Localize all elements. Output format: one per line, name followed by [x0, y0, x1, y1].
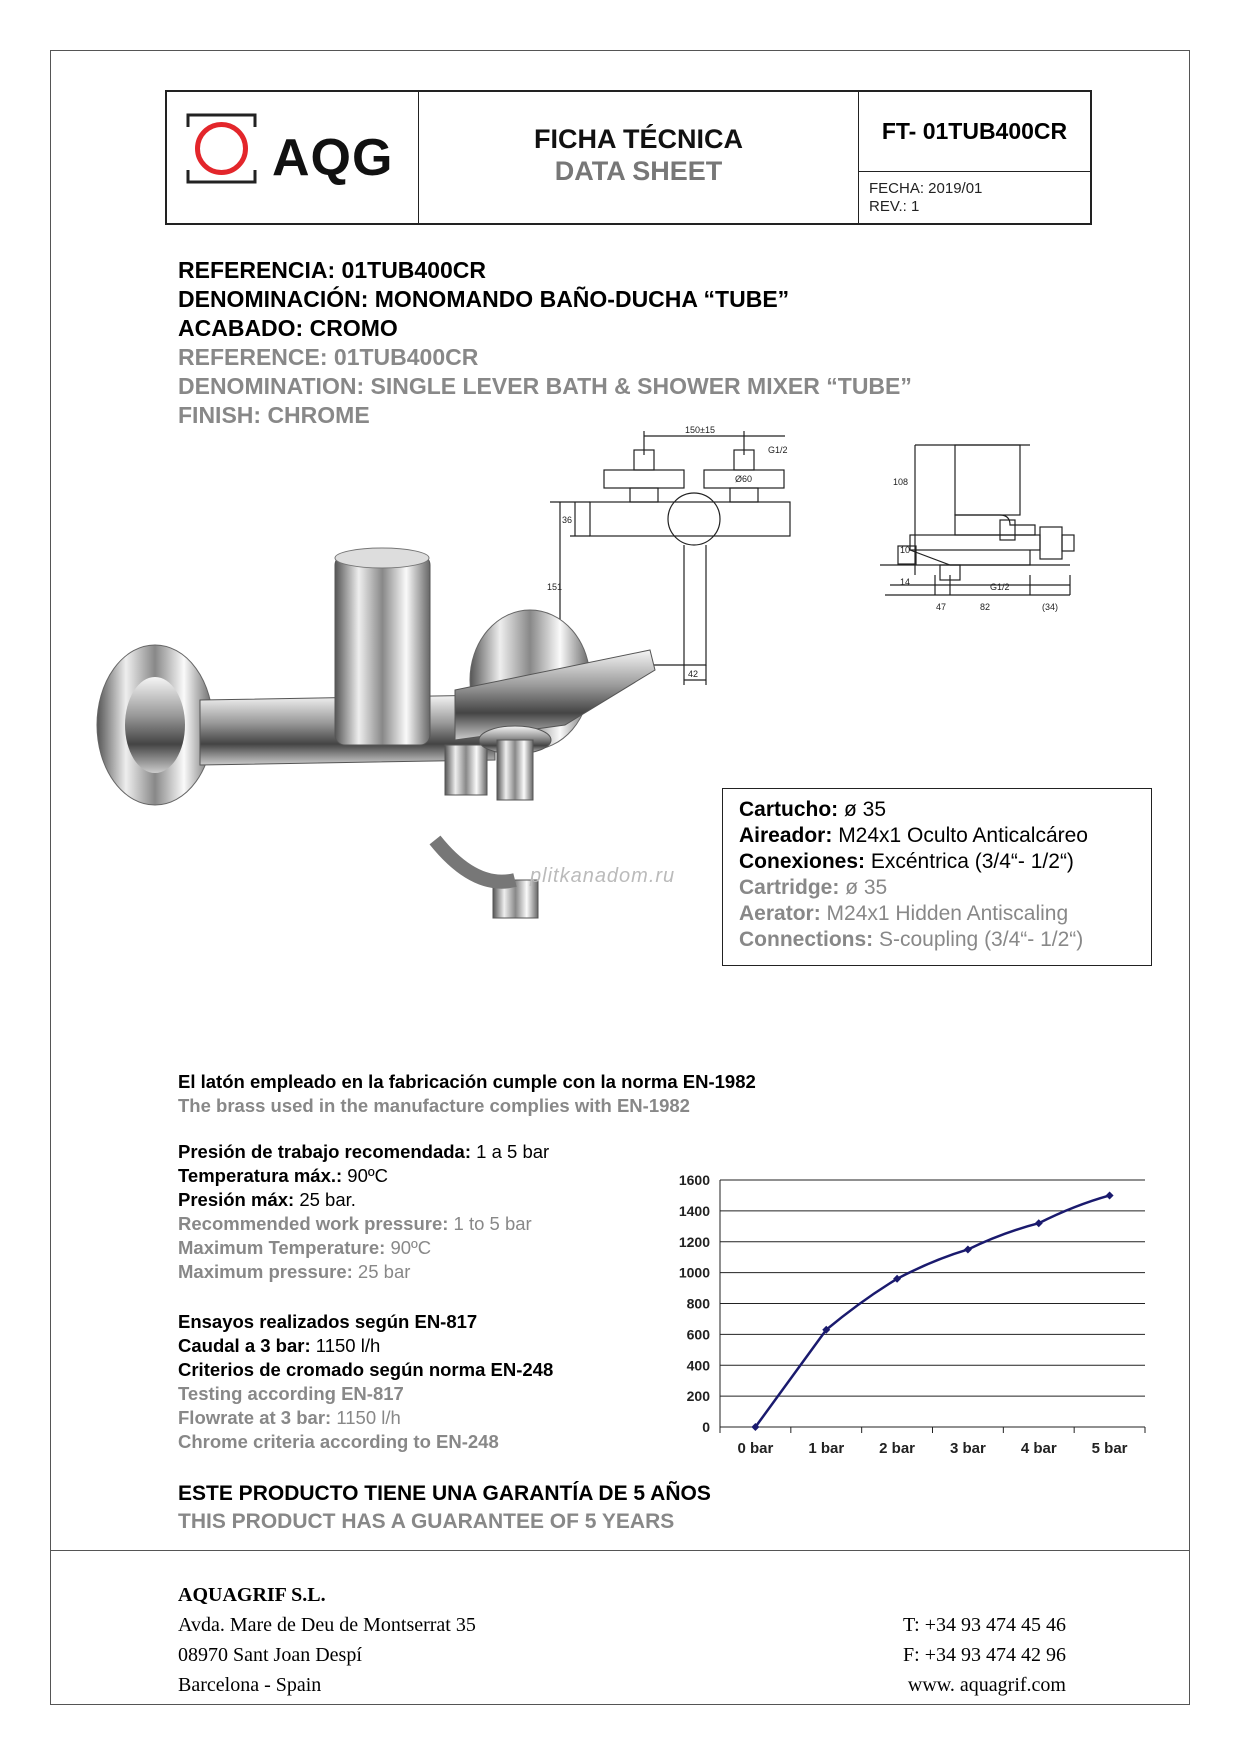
address-line: 08970 Sant Joan Despí	[178, 1644, 362, 1666]
testing-line: Testing according EN-817	[178, 1383, 404, 1404]
title-cell	[419, 92, 859, 223]
data-point	[1035, 1219, 1043, 1227]
spec-aerator-en: Aerator: M24x1 Hidden Antiscaling	[739, 902, 1069, 925]
data-point	[1106, 1191, 1114, 1199]
x-tick-label: 3 bar	[949, 1440, 986, 1457]
header-table	[165, 90, 1092, 225]
spec-connections-en: Connections: S-coupling (3/4“- 1/2“)	[739, 928, 1084, 951]
title-es: FICHA TÉCNICA	[534, 124, 743, 154]
spec-aerator-es: Aireador: M24x1 Oculto Anticalcáreo	[739, 824, 1088, 847]
reference-en: REFERENCE: 01TUB400CR	[178, 344, 479, 370]
dim-label: Ø60	[735, 474, 753, 484]
testing-line: Chrome criteria according to EN-248	[178, 1431, 499, 1452]
pressure-block	[178, 1140, 549, 1284]
dim-label: (34)	[1042, 602, 1059, 612]
logo-cell	[167, 92, 419, 223]
pressure-line: Temperatura máx.: 90ºC	[178, 1165, 389, 1186]
denomination-en: DENOMINATION: SINGLE LEVER BATH & SHOWER MIXER “TUBE”	[178, 373, 912, 399]
reference-es: REFERENCIA: 01TUB400CR	[178, 257, 487, 283]
y-tick-label: 1400	[678, 1202, 710, 1219]
testing-line: Caudal a 3 bar: 1150 l/h	[178, 1335, 381, 1356]
flow-rate-chart	[660, 1165, 1155, 1470]
guarantee-block	[178, 1480, 711, 1536]
code-cell	[859, 92, 1090, 223]
y-tick-label: 200	[686, 1388, 710, 1405]
y-tick-label: 1000	[678, 1264, 710, 1281]
fax: F: +34 93 474 42 96	[903, 1644, 1066, 1666]
guarantee-es: ESTE PRODUCTO TIENE UNA GARANTÍA DE 5 AÑOS	[178, 1482, 711, 1505]
website-link[interactable]: www. aquagrif.com	[907, 1674, 1066, 1696]
logo-text: AQG	[272, 129, 394, 187]
spec-cartridge-en: Cartridge: ø 35	[739, 876, 888, 899]
testing-line: Ensayos realizados según EN-817	[178, 1311, 478, 1332]
dim-label: 151	[547, 582, 563, 592]
title-en: DATA SHEET	[554, 156, 723, 186]
testing-line: Flowrate at 3 bar: 1150 l/h	[178, 1407, 401, 1428]
y-tick-label: 1600	[678, 1172, 710, 1188]
dim-label: 42	[688, 669, 699, 679]
spec-connections-es: Conexiones: Excéntrica (3/4“- 1/2“)	[739, 850, 1074, 873]
dim-label: 10	[900, 545, 911, 555]
document-code: FT- 01TUB400CR	[859, 92, 1090, 172]
phone: T: +34 93 474 45 46	[902, 1614, 1066, 1636]
guarantee-en: THIS PRODUCT HAS A GUARANTEE OF 5 YEARS	[178, 1510, 675, 1533]
footer-divider	[50, 1550, 1190, 1551]
y-tick-label: 400	[686, 1357, 710, 1374]
pressure-line: Presión máx: 25 bar.	[178, 1189, 356, 1210]
y-tick-label: 800	[686, 1295, 710, 1312]
y-tick-label: 600	[686, 1326, 710, 1343]
address-line: Avda. Mare de Deu de Montserrat 35	[178, 1614, 476, 1636]
pressure-line: Recommended work pressure: 1 to 5 bar	[178, 1213, 532, 1234]
brass-en: The brass used in the manufacture complies with EN-1982	[178, 1095, 690, 1116]
aqg-logo-icon	[186, 113, 257, 184]
x-tick-label: 2 bar	[879, 1440, 916, 1457]
dim-label: 82	[980, 602, 991, 612]
brass-compliance	[178, 1070, 756, 1118]
watermark: plitkanadom.ru	[530, 865, 676, 887]
denomination-es: DENOMINACIÓN: MONOMANDO BAÑO-DUCHA “TUBE”	[178, 286, 790, 312]
dim-label: 150±15	[685, 425, 715, 435]
pressure-line: Maximum Temperature: 90ºC	[178, 1237, 432, 1258]
document-revision: REV.: 1	[869, 198, 920, 215]
specifications-box	[722, 788, 1152, 966]
y-tick-label: 0	[702, 1419, 710, 1435]
dim-label: G1/2	[990, 582, 1010, 592]
testing-line: Criterios de cromado según norma EN-248	[178, 1359, 554, 1380]
reference-block	[178, 256, 912, 430]
company-name: AQUAGRIF S.L.	[178, 1584, 326, 1606]
x-tick-label: 1 bar	[808, 1440, 845, 1457]
contact-block	[903, 1610, 1066, 1700]
pressure-line: Presión de trabajo recomendada: 1 a 5 bar	[178, 1141, 550, 1162]
dim-label: 47	[936, 602, 947, 612]
spec-cartridge-es: Cartucho: ø 35	[739, 798, 887, 821]
brass-es: El latón empleado en la fabricación cumple con la norma EN-1982	[178, 1071, 756, 1092]
x-tick-label: 4 bar	[1020, 1440, 1057, 1457]
document-date-block	[869, 180, 982, 216]
dim-label: G1/2	[768, 445, 788, 455]
address-line: Barcelona - Spain	[178, 1674, 322, 1696]
data-point	[964, 1245, 972, 1253]
dim-label: 108	[893, 477, 909, 487]
dim-label: 14	[900, 577, 911, 587]
x-tick-label: 5 bar	[1091, 1440, 1128, 1457]
document-date: FECHA: 2019/01	[869, 180, 983, 197]
series-line	[755, 1195, 1109, 1427]
pressure-line: Maximum pressure: 25 bar	[178, 1261, 411, 1282]
finish-es: ACABADO: CROMO	[178, 315, 398, 341]
finish-en: FINISH: CHROME	[178, 402, 370, 428]
testing-block	[178, 1310, 553, 1454]
y-tick-label: 1200	[678, 1233, 710, 1250]
x-tick-label: 0 bar	[737, 1440, 774, 1457]
footer	[178, 1580, 1066, 1700]
dim-label: 36	[562, 515, 573, 525]
